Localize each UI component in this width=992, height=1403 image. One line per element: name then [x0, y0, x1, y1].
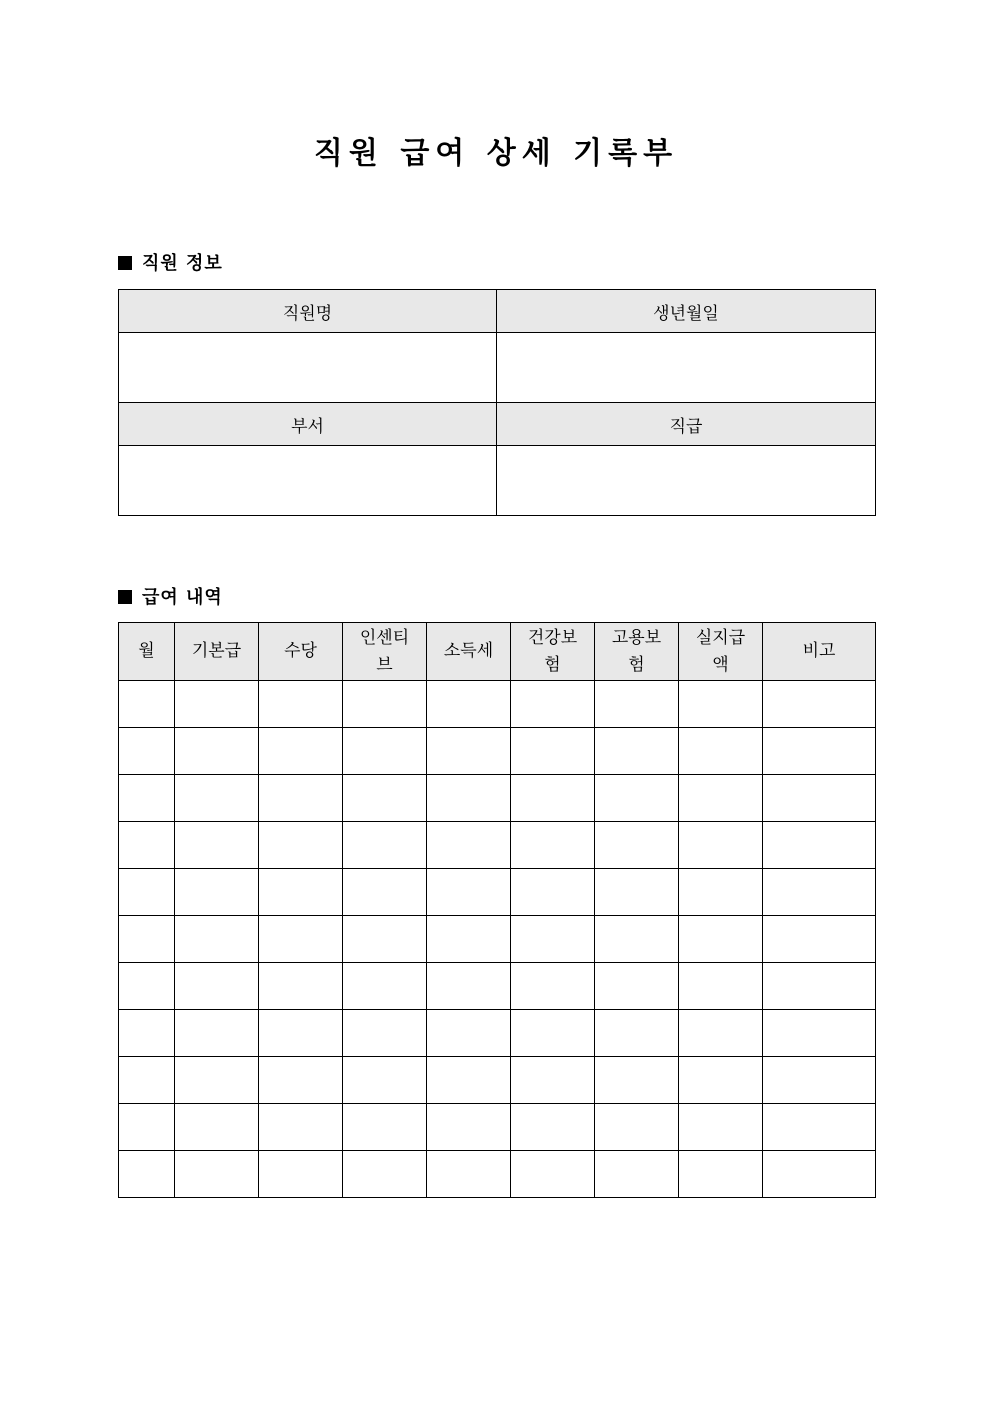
- table-cell[interactable]: [343, 775, 427, 822]
- col-remarks-label: 비고: [802, 641, 836, 661]
- table-cell[interactable]: [763, 728, 876, 775]
- table-cell[interactable]: [763, 1057, 876, 1104]
- col-health-insurance-label: 건강보험: [527, 627, 578, 675]
- table-cell[interactable]: [511, 869, 595, 916]
- table-row: [119, 1010, 876, 1057]
- table-cell[interactable]: [595, 775, 679, 822]
- table-cell[interactable]: [511, 728, 595, 775]
- table-cell[interactable]: [511, 1057, 595, 1104]
- position-label: 직급: [497, 403, 876, 446]
- table-cell[interactable]: [119, 1104, 175, 1151]
- info-label-row: [119, 403, 876, 446]
- col-base-pay-label: 기본급: [191, 641, 242, 661]
- table-cell[interactable]: [119, 775, 175, 822]
- table-cell[interactable]: [679, 728, 763, 775]
- table-cell[interactable]: [427, 1151, 511, 1198]
- table-cell[interactable]: [119, 822, 175, 869]
- table-cell[interactable]: [595, 963, 679, 1010]
- table-cell[interactable]: [175, 869, 259, 916]
- table-cell[interactable]: [343, 869, 427, 916]
- table-cell[interactable]: [343, 1151, 427, 1198]
- table-cell[interactable]: [259, 775, 343, 822]
- table-cell[interactable]: [511, 1151, 595, 1198]
- table-row: [119, 728, 876, 775]
- table-cell[interactable]: [595, 869, 679, 916]
- table-cell[interactable]: [259, 963, 343, 1010]
- payroll-body: [119, 681, 876, 1198]
- table-row: [119, 775, 876, 822]
- table-cell[interactable]: [343, 681, 427, 728]
- employee-info-table: [118, 289, 876, 516]
- birth-date-label: 생년월일: [497, 290, 876, 333]
- table-cell[interactable]: [343, 963, 427, 1010]
- table-cell[interactable]: [679, 916, 763, 963]
- table-cell[interactable]: [763, 869, 876, 916]
- table-cell[interactable]: [595, 1104, 679, 1151]
- table-row: [119, 869, 876, 916]
- table-cell[interactable]: [679, 1104, 763, 1151]
- table-row: [119, 681, 876, 728]
- employee-name-field[interactable]: [119, 333, 497, 403]
- table-cell[interactable]: [763, 775, 876, 822]
- table-cell[interactable]: [511, 775, 595, 822]
- col-month: [119, 623, 175, 681]
- table-cell[interactable]: [511, 963, 595, 1010]
- col-allowance: [259, 623, 343, 681]
- table-cell[interactable]: [427, 775, 511, 822]
- col-net-pay-label: 실지급액: [695, 627, 746, 675]
- table-cell[interactable]: [427, 869, 511, 916]
- page-title: 직원 급여 상세 기록부: [313, 136, 679, 171]
- col-incentive: [343, 623, 427, 681]
- col-month-label: 월: [138, 641, 155, 661]
- table-cell[interactable]: [595, 822, 679, 869]
- col-income-tax-label: 소득세: [443, 641, 494, 661]
- table-row: [119, 822, 876, 869]
- table-cell[interactable]: [679, 1151, 763, 1198]
- table-cell[interactable]: [763, 916, 876, 963]
- table-cell[interactable]: [259, 869, 343, 916]
- payroll-heading: [118, 586, 223, 610]
- employee-name-label: 직원명: [119, 290, 497, 333]
- table-cell[interactable]: [259, 1010, 343, 1057]
- table-cell[interactable]: [343, 1057, 427, 1104]
- table-cell[interactable]: [427, 822, 511, 869]
- table-row: [119, 916, 876, 963]
- table-cell[interactable]: [427, 1104, 511, 1151]
- table-cell[interactable]: [119, 869, 175, 916]
- payroll-header-row: [119, 623, 876, 681]
- table-row: [119, 1151, 876, 1198]
- payroll-table: [118, 622, 876, 1198]
- table-cell[interactable]: [679, 822, 763, 869]
- table-cell[interactable]: [119, 728, 175, 775]
- table-cell[interactable]: [511, 1010, 595, 1057]
- position-field[interactable]: [497, 446, 876, 516]
- table-cell[interactable]: [595, 916, 679, 963]
- table-cell[interactable]: [427, 1010, 511, 1057]
- table-cell[interactable]: [175, 1151, 259, 1198]
- table-cell[interactable]: [763, 1010, 876, 1057]
- table-cell[interactable]: [175, 1010, 259, 1057]
- table-cell[interactable]: [763, 963, 876, 1010]
- info-label-row: [119, 290, 876, 333]
- col-income-tax: [427, 623, 511, 681]
- table-cell[interactable]: [175, 681, 259, 728]
- table-cell[interactable]: [595, 1010, 679, 1057]
- table-cell[interactable]: [427, 1057, 511, 1104]
- table-cell[interactable]: [259, 1104, 343, 1151]
- table-cell[interactable]: [595, 728, 679, 775]
- table-cell[interactable]: [175, 775, 259, 822]
- table-cell[interactable]: [175, 963, 259, 1010]
- table-cell[interactable]: [259, 1057, 343, 1104]
- table-cell[interactable]: [259, 822, 343, 869]
- table-cell[interactable]: [427, 916, 511, 963]
- table-cell[interactable]: [679, 1010, 763, 1057]
- col-allowance-label: 수당: [284, 641, 317, 661]
- table-cell[interactable]: [763, 1151, 876, 1198]
- table-cell[interactable]: [175, 822, 259, 869]
- table-cell[interactable]: [175, 1104, 259, 1151]
- table-cell[interactable]: [511, 916, 595, 963]
- table-cell[interactable]: [175, 1057, 259, 1104]
- table-cell[interactable]: [259, 916, 343, 963]
- table-cell[interactable]: [763, 681, 876, 728]
- table-cell[interactable]: [511, 822, 595, 869]
- employee-info-heading-text: 직원 정보: [142, 253, 223, 274]
- table-cell[interactable]: [119, 1151, 175, 1198]
- table-cell[interactable]: [343, 822, 427, 869]
- birth-date-field[interactable]: [497, 333, 876, 403]
- table-cell[interactable]: [259, 681, 343, 728]
- col-employment-insurance: [595, 623, 679, 681]
- table-cell[interactable]: [679, 869, 763, 916]
- table-cell[interactable]: [119, 681, 175, 728]
- table-cell[interactable]: [119, 1010, 175, 1057]
- table-cell[interactable]: [119, 916, 175, 963]
- table-row: [119, 1104, 876, 1151]
- col-net-pay: [679, 623, 763, 681]
- table-cell[interactable]: [511, 1104, 595, 1151]
- table-cell[interactable]: [595, 681, 679, 728]
- department-label: 부서: [119, 403, 497, 446]
- table-cell[interactable]: [595, 1151, 679, 1198]
- table-cell[interactable]: [427, 681, 511, 728]
- table-cell[interactable]: [679, 775, 763, 822]
- square-bullet-icon: [118, 256, 132, 270]
- col-incentive-label: 인센티브: [359, 627, 410, 675]
- table-row: [119, 1057, 876, 1104]
- table-cell[interactable]: [175, 728, 259, 775]
- col-remarks: [763, 623, 876, 681]
- table-cell[interactable]: [259, 1151, 343, 1198]
- col-health-insurance: [511, 623, 595, 681]
- table-cell[interactable]: [119, 1057, 175, 1104]
- table-cell[interactable]: [343, 1104, 427, 1151]
- payroll-heading-text: 급여 내역: [142, 587, 223, 608]
- table-cell[interactable]: [119, 963, 175, 1010]
- info-value-row: [119, 333, 876, 403]
- table-row: [119, 963, 876, 1010]
- table-cell[interactable]: [175, 916, 259, 963]
- table-cell[interactable]: [343, 916, 427, 963]
- col-base-pay: [175, 623, 259, 681]
- info-value-row: [119, 446, 876, 516]
- department-field[interactable]: [119, 446, 497, 516]
- table-cell[interactable]: [595, 1057, 679, 1104]
- table-cell[interactable]: [427, 963, 511, 1010]
- table-cell[interactable]: [343, 1010, 427, 1057]
- table-cell[interactable]: [679, 963, 763, 1010]
- table-cell[interactable]: [679, 681, 763, 728]
- table-cell[interactable]: [259, 728, 343, 775]
- table-cell[interactable]: [343, 728, 427, 775]
- table-cell[interactable]: [427, 728, 511, 775]
- table-cell[interactable]: [763, 1104, 876, 1151]
- table-cell[interactable]: [511, 681, 595, 728]
- table-cell[interactable]: [763, 822, 876, 869]
- employee-info-heading: [118, 252, 223, 276]
- col-employment-insurance-label: 고용보험: [611, 627, 662, 675]
- table-cell[interactable]: [679, 1057, 763, 1104]
- square-bullet-icon: [118, 590, 132, 604]
